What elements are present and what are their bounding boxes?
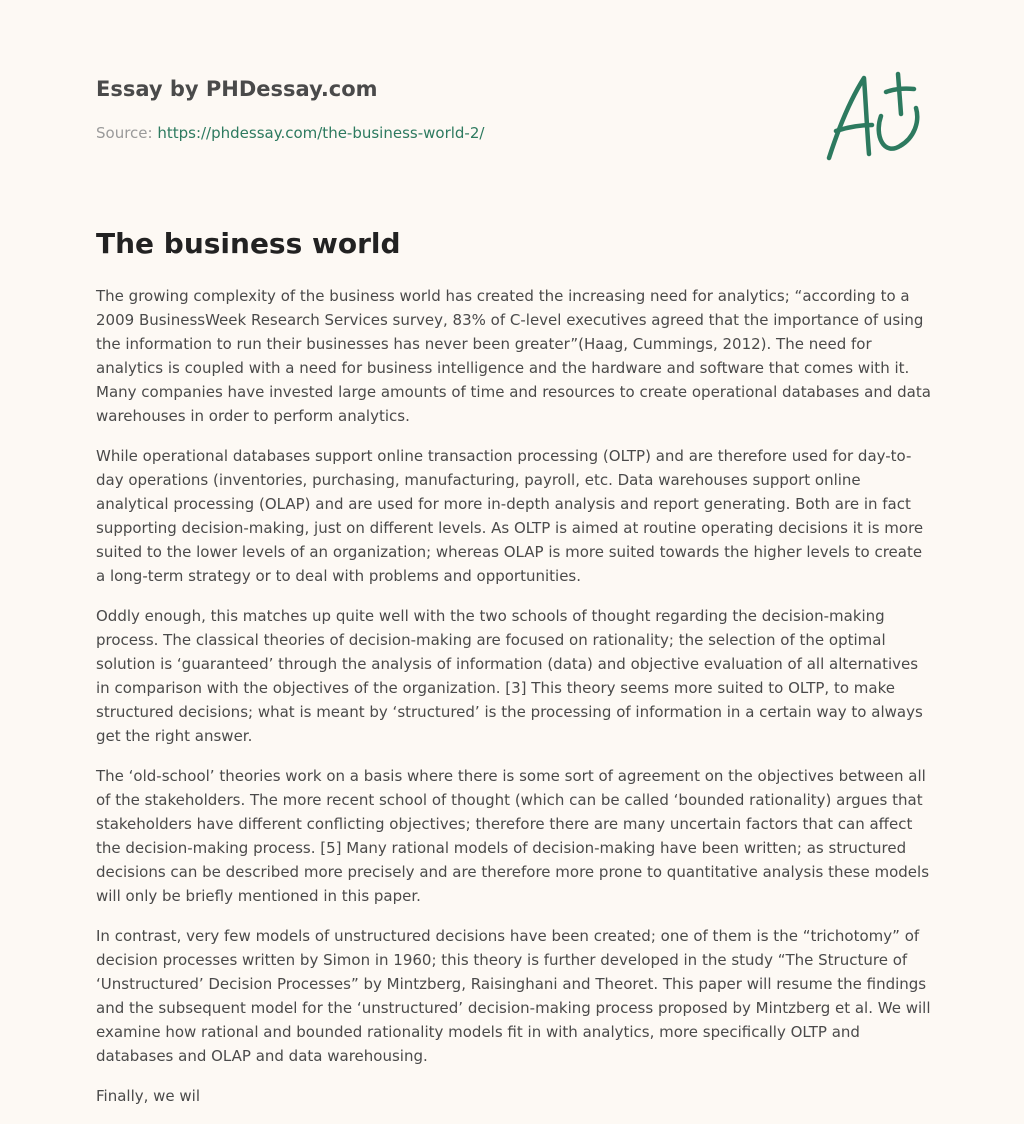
essay-body [96, 284, 932, 1124]
source-line [96, 123, 796, 143]
site-title: Essay by PHDessay.com [96, 77, 378, 101]
paragraph: In contrast, very few models of unstructured decisions have been created; one of them is the “trichotomy” of decision processes written by Simon in 1960; this theory is further developed in the study “The Structure of ‘Unstructured’ Decision Processes” by Mintzberg, Raisinghani and Theoret. This paper will resume the findings and the subsequent model for the ‘unstructured’ decision-making process proposed by Mintzberg et al. We will examine how rational and bounded rationality models fit in with analytics, more specifically OLTP and databases and OLAP and data warehousing. [96, 927, 931, 1065]
header [96, 74, 796, 143]
paragraph: While operational databases support online transaction processing (OLTP) and are therefore used for day-to-day operations (inventories, purchasing, manufacturing, payroll, etc. Data warehouses support online analytical processing (OLAP) and are used for more in-depth analysis and report generating. Both are in fact supporting decision-making, just on different levels. As OLTP is aimed at routine operating decisions it is more suited to the lower levels of an organization; whereas OLAP is more suited towards the higher levels to create a long-term strategy or to deal with problems and opportunities. [96, 447, 924, 585]
paragraph: The growing complexity of the business world has created the increasing need for analytics; “according to a 2009 BusinessWeek Research Services survey, 83% of C-level executives agreed that the importance of using the information to run their businesses has never been greater”(Haag, Cummings, 2012). The need for analytics is coupled with a need for business intelligence and the hardware and software that comes with it. Many companies have invested large amounts of time and resources to create operational databases and data warehouses in order to perform analytics. [96, 287, 931, 425]
a-plus-logo-icon [822, 68, 930, 166]
source-label: Source: [96, 124, 158, 142]
paragraph: The ‘old-school’ theories work on a basis where there is some sort of agreement on the objectives between all of the stakeholders. The more recent school of thought (which can be called ‘bounded rationality) argues that stakeholders have different conflicting objectives; therefore there are many uncertain factors that can affect the decision-making process. [5] Many rational models of decision-making have been written; as structured decisions can be described more precisely and are therefore more prone to quantitative analysis these models will only be briefly mentioned in this paper. [96, 767, 930, 905]
essay-title: The business world [96, 227, 401, 260]
source-link[interactable]: https://phdessay.com/the-business-world-2/ [157, 124, 485, 142]
paragraph: Oddly enough, this matches up quite well with the two schools of thought regarding the decision-making process. The classical theories of decision-making are focused on rationality; the selection of the optimal solution is ‘guaranteed’ through the analysis of information (data) and objective evaluation of all alternatives in comparison with the objectives of the organization. [3] This theory seems more suited to OLTP, to make structured decisions; what is meant by ‘structured’ is the processing of information in a certain way to always get the right answer. [96, 607, 923, 745]
paragraph: Finally, we wil [96, 1087, 201, 1105]
